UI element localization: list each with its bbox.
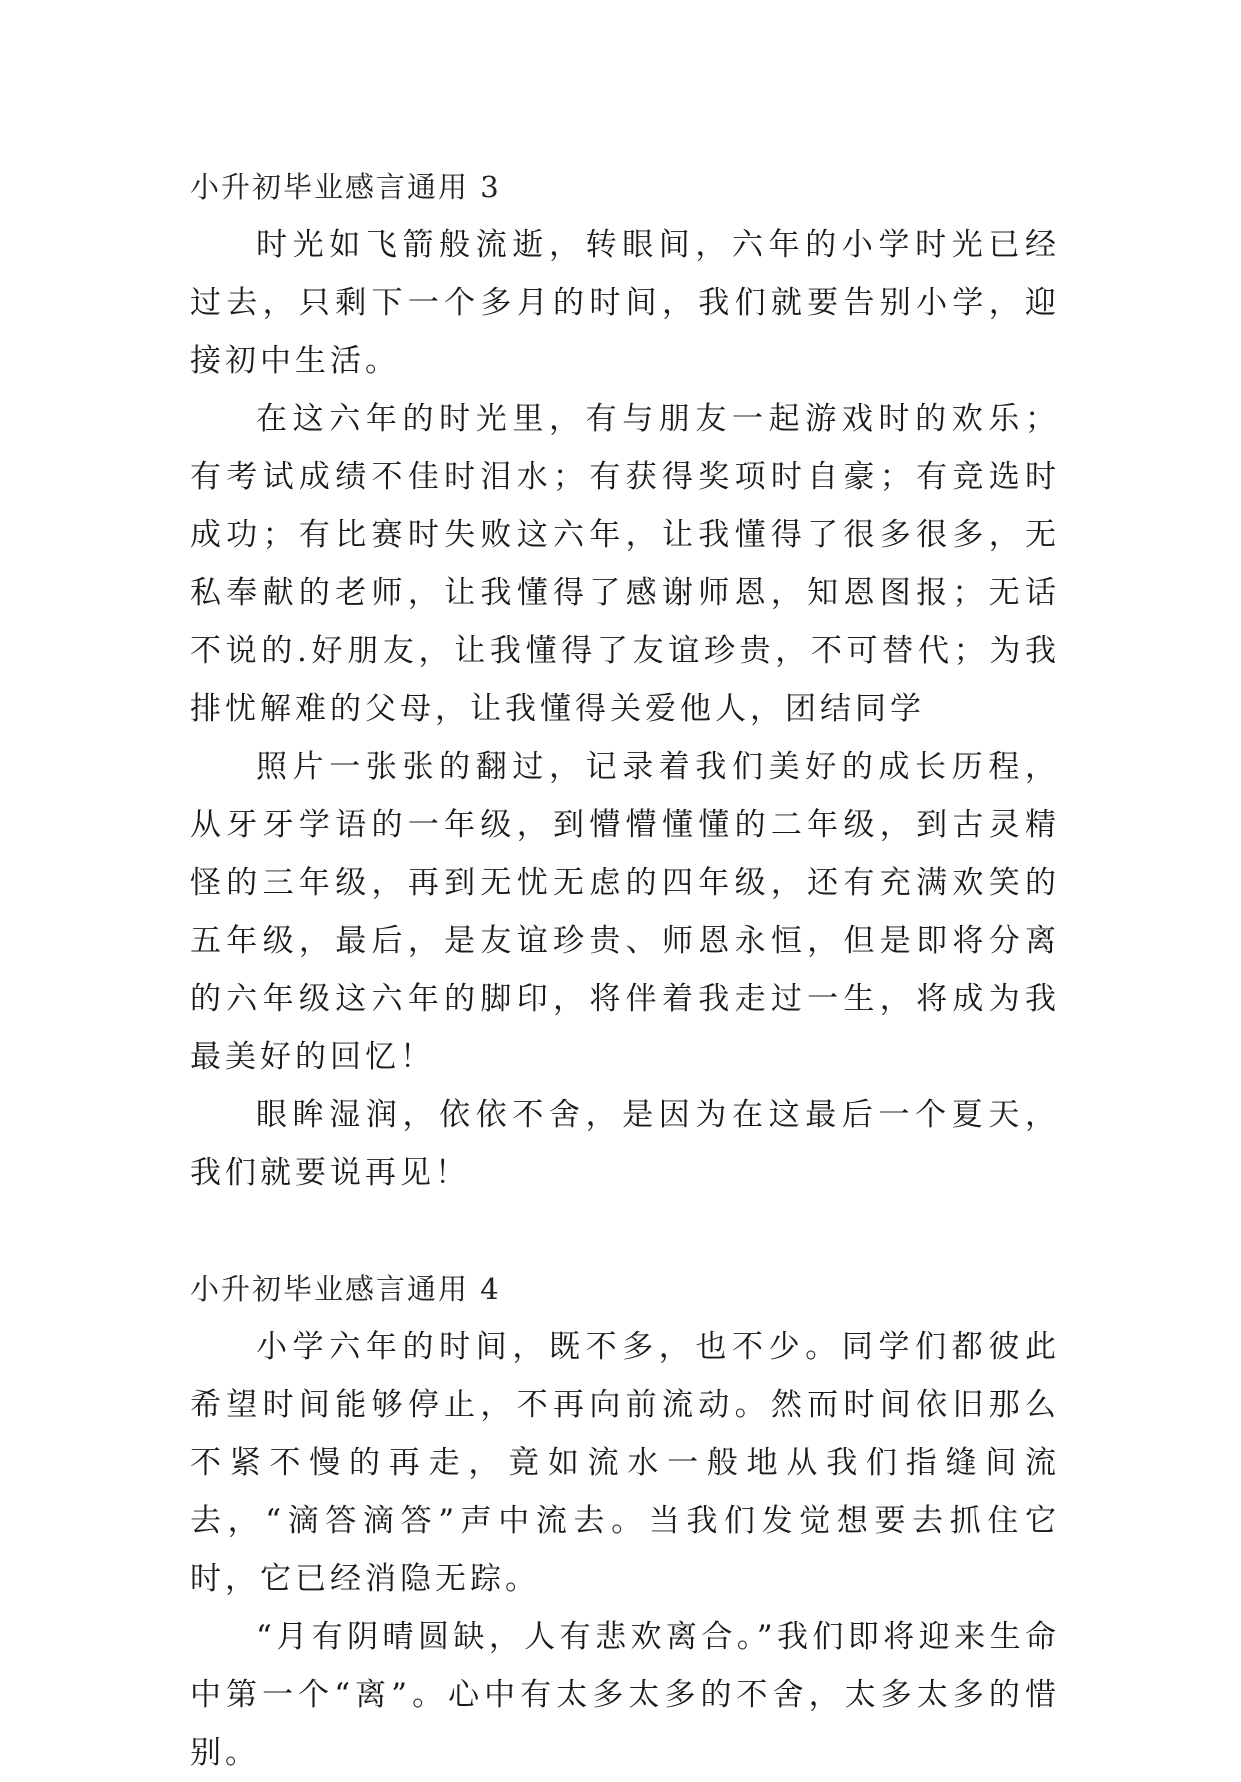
paragraph: 在这六年的时光里，有与朋友一起游戏时的欢乐；有考试成绩不佳时泪水；有获得奖项时自豪；有竞选时成功；有比赛时失败这六年，让我懂得了很多很多，无私奉献的老师，让我懂得了感谢师恩，知恩图报；无话不说的.好朋友，让我懂得了友谊珍贵，不可替代；为我排忧解难的父母，让我懂得关爱他人，团结同学 [190,401,1060,727]
section-spacer [190,1202,1060,1260]
section-heading: 小升初毕业感言通用 4 [190,1272,501,1306]
paragraph: 眼眸湿润，依依不舍，是因为在这最后一个夏天，我们就要说再见！ [190,1097,1060,1191]
paragraph: 照片一张张的翻过，记录着我们美好的成长历程，从牙牙学语的一年级，到懵懵懂懂的二年级，到古灵精怪的三年级，再到无忧无虑的四年级，还有充满欢笑的五年级，最后，是友谊珍贵、师恩永恒，但是即将分离的六年级这六年的脚印，将伴着我走过一生，将成为我最美好的回忆！ [190,749,1060,1075]
paragraph: 小学六年的时间，既不多，也不少。同学们都彼此希望时间能够停止，不再向前流动。然而时间依旧那么不紧不慢的再走，竟如流水一般地从我们指缝间流去，“滴答滴答”声中流去。当我们发觉想要去抓住它时，它已经消隐无踪。 [190,1329,1060,1597]
document-page [190,158,1060,1782]
paragraph: 时光如飞箭般流逝，转眼间，六年的小学时光已经过去，只剩下一个多月的时间，我们就要告别小学，迎接初中生活。 [190,227,1060,379]
paragraph: “月有阴晴圆缺，人有悲欢离合。”我们即将迎来生命中第一个“离”。心中有太多太多的不舍，太多太多的惜别。 [190,1619,1060,1771]
section-3 [190,158,1060,1202]
section-heading: 小升初毕业感言通用 3 [190,170,501,204]
section-4 [190,1260,1060,1782]
